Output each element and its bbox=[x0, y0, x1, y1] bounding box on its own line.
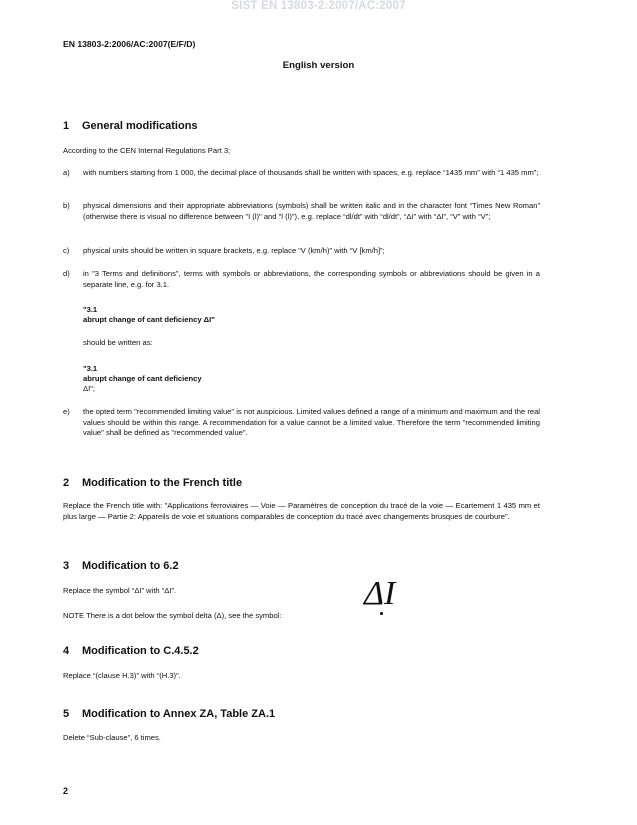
section-5-text: Delete “Sub-clause”, 6 times. bbox=[63, 733, 161, 742]
section-4-number: 4 bbox=[63, 645, 70, 657]
section-5-title: Modification to Annex ZA, Table ZA.1 bbox=[82, 708, 276, 720]
list-item-d bbox=[63, 269, 540, 290]
list-item-text: with numbers starting from 1 000, the decimal place of thousands shall be written with spaces, e.g. replace “1435 mm” with “1 435 mm”; bbox=[83, 168, 539, 177]
section-2-number: 2 bbox=[63, 477, 70, 489]
section-5-number: 5 bbox=[63, 708, 70, 720]
list-item-label: c) bbox=[63, 246, 70, 255]
section-4-text: Replace “(clause H.3)” with “(H.3)”. bbox=[63, 671, 181, 680]
list-item-label: a) bbox=[63, 168, 70, 177]
example-2-symbol: ΔI"; bbox=[83, 384, 95, 393]
section-3-number: 3 bbox=[63, 560, 70, 572]
list-item-text: in "3 Terms and definitions", terms with symbols or abbreviations, the corresponding symbols or abbreviations should be given in a separate line, e.g. for 3.1. bbox=[83, 269, 540, 289]
list-item-text: physical dimensions and their appropriate abbreviations (symbols) shall be written italic and in the character font “Times New Roman” (otherwise there is visual no difference between "I (l)" and "l (l)"), e.g. replace “dl/dt” with “dl/dt”, “ΔI” with “ΔI”, “V” with “V”; bbox=[83, 201, 540, 221]
page-number: 2 bbox=[63, 786, 69, 796]
section-1-heading bbox=[63, 120, 198, 132]
example-2-term: abrupt change of cant deficiency bbox=[83, 374, 202, 383]
delta-symbol bbox=[364, 577, 395, 611]
section-1-number: 1 bbox=[63, 120, 70, 132]
list-item-c bbox=[63, 246, 540, 257]
example-1-term: abrupt change of cant deficiency ΔI" bbox=[83, 315, 215, 324]
watermark: SIST EN 13803-2:2007/AC:2007 bbox=[231, 0, 406, 12]
list-item-label: d) bbox=[63, 269, 70, 278]
list-item-b bbox=[63, 201, 540, 222]
example-connector-text: should be written as: bbox=[83, 338, 153, 347]
version-heading: English version bbox=[282, 60, 355, 71]
example-1-number: "3.1 bbox=[83, 305, 98, 314]
list-item-e bbox=[63, 407, 540, 439]
section-3-heading bbox=[63, 560, 179, 572]
list-item-text: physical units should be written in square brackets, e.g. replace “V (km/h)” with “V [km/h]”; bbox=[83, 246, 385, 255]
section-4-heading bbox=[63, 645, 199, 657]
section-3-note: NOTE There is a dot below the symbol delta (Δ), see the symbol: bbox=[63, 611, 282, 620]
section-4-title: Modification to C.4.5.2 bbox=[82, 645, 199, 657]
list-item-text: the opted term "recommended limiting value" is not auspicious. Limited values defined a range of a minimum and maximum and the real values should be within this range. A recommendation for a value cannot be a limited value. Therefore the term "recommended limiting value" shall be defined as "recommended value". bbox=[83, 407, 540, 438]
delta-symbol-text: ΔI bbox=[364, 575, 396, 612]
list-item-label: b) bbox=[63, 201, 70, 210]
section-2-title: Modification to the French title bbox=[82, 477, 243, 489]
document-id: EN 13803-2:2006/AC:2007(E/F/D) bbox=[63, 39, 196, 49]
section-3-title: Modification to 6.2 bbox=[82, 560, 179, 572]
section-1-title: General modifications bbox=[82, 120, 198, 132]
delta-dot-icon bbox=[380, 612, 383, 615]
section-2-text: Replace the French title with: "Applications ferroviaires — Voie — Paramètres de conception du tracé de la voie — Ecartement 1 435 mm et plus large — Partie 2: Appareils de voie et situations comparables de conception du tracé avec changements brusques de courbure". bbox=[63, 501, 540, 521]
list-item-label: e) bbox=[63, 407, 70, 416]
list-item-a bbox=[63, 168, 540, 179]
section-2-heading bbox=[63, 477, 242, 489]
section-3-text: Replace the symbol “ΔI” with “ΔI”. bbox=[63, 586, 177, 595]
example-2-number: "3.1 bbox=[83, 364, 98, 373]
section-5-heading bbox=[63, 708, 275, 720]
section-1-intro: According to the CEN Internal Regulations Part 3; bbox=[63, 146, 231, 155]
